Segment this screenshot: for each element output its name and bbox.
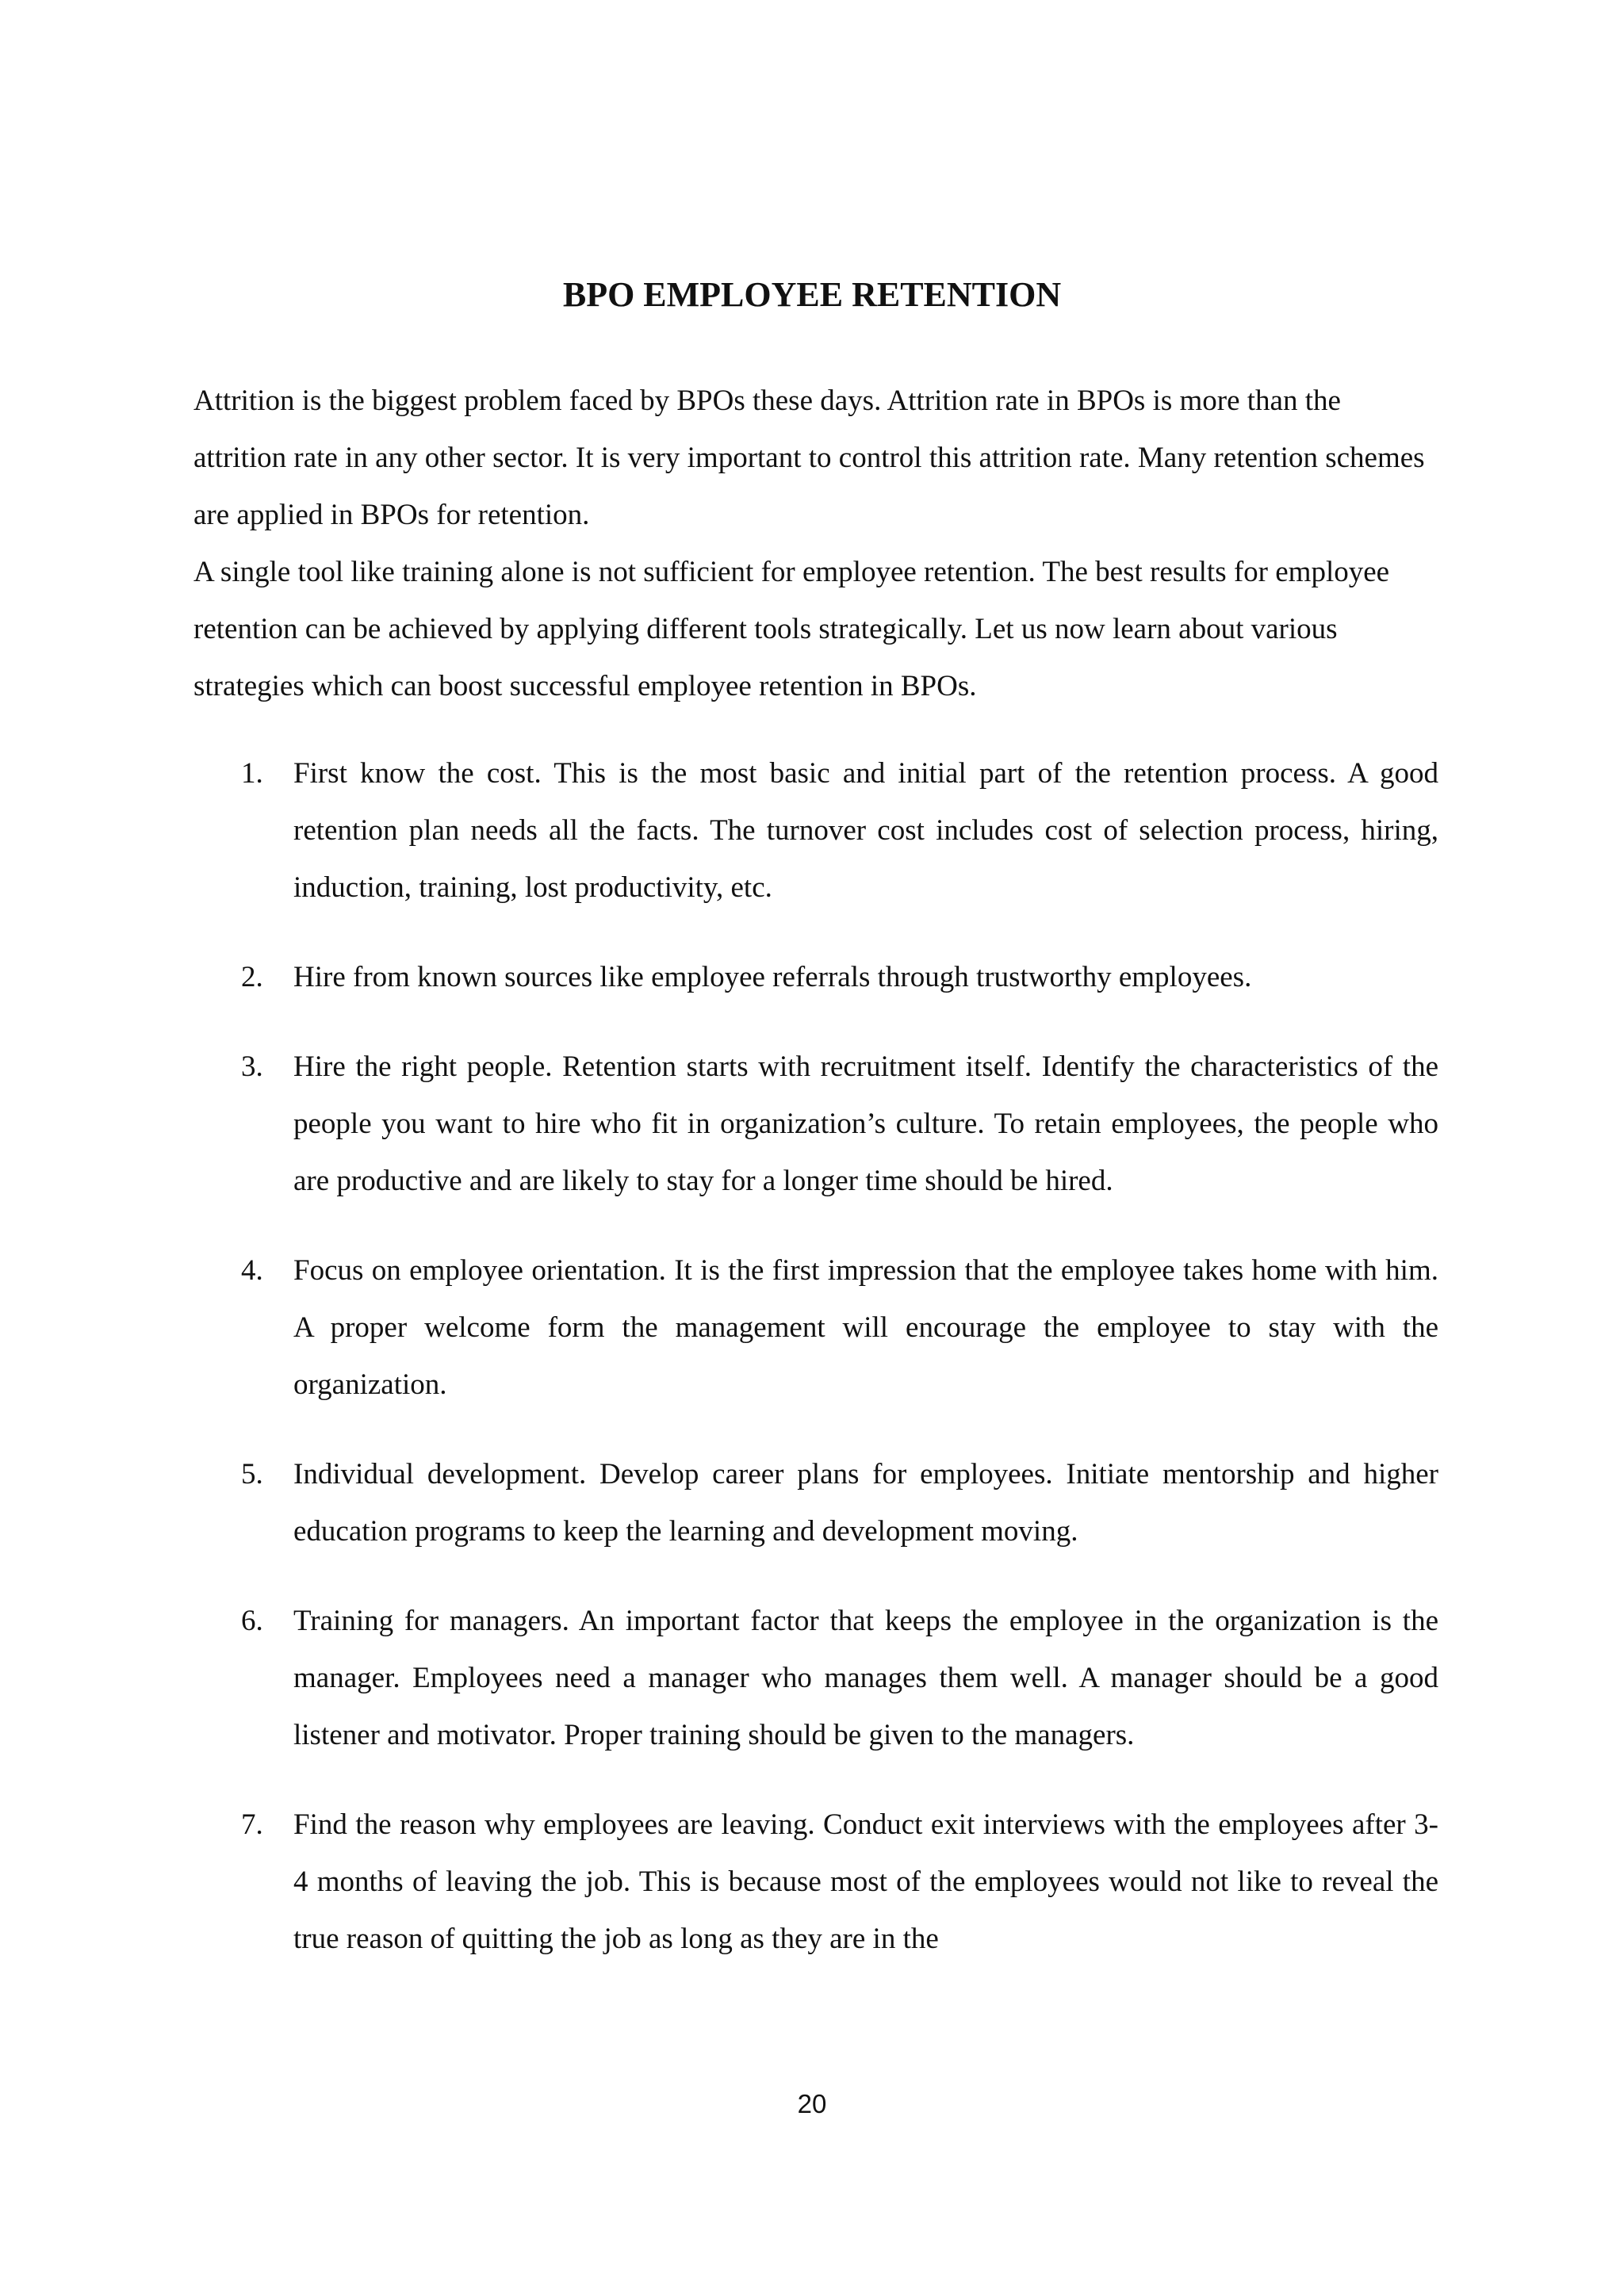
- page-number: 20: [797, 2089, 827, 2118]
- list-item: [193, 1593, 1438, 1764]
- intro-paragraph: A single tool like training alone is not sufficient for employee retention. The best results for employee retention can be achieved by applying different tools strategically. Let us now learn about various strategies which can boost successful employee retention in BPOs.: [193, 556, 1390, 702]
- list-item: [193, 1446, 1438, 1560]
- list-item-number: 1.: [241, 757, 263, 790]
- strategy-list: [193, 745, 1438, 1968]
- intro-paragraph: Attrition is the biggest problem faced by BPOs these days. Attrition rate in BPOs is more than the attrition rate in any other sector. It is very important to control this attrition rate. Many retention schemes are applied in BPOs for retention.: [193, 385, 1425, 531]
- list-item-number: 6.: [241, 1605, 263, 1637]
- intro-section: [193, 373, 1438, 715]
- list-item: [193, 745, 1438, 916]
- list-item-number: 4.: [241, 1254, 263, 1287]
- list-item: [193, 1242, 1438, 1414]
- list-item-number: 7.: [241, 1808, 263, 1841]
- list-item-text: Find the reason why employees are leaving. Conduct exit interviews with the employees after 3-4 months of leaving the job. This is because most of the employees would not like to reveal the true reason of quitting the job as long as they are in the: [293, 1808, 1438, 1955]
- list-item-text: First know the cost. This is the most basic and initial part of the retention process. A good retention plan needs all the facts. The turnover cost includes cost of selection process, hiring, induction, training, lost productivity, etc.: [293, 757, 1438, 904]
- document-body: [193, 373, 1438, 2000]
- list-item-text: Hire the right people. Retention starts with recruitment itself. Identify the characteristics of the people you want to hire who fit in organization’s culture. To retain employees, the people who are productive and are likely to stay for a longer time should be hired.: [293, 1050, 1438, 1197]
- list-item-text: Training for managers. An important factor that keeps the employee in the organization is the manager. Employees need a manager who manages them well. A manager should be a good listener and motivator. Proper training should be given to the managers.: [293, 1605, 1438, 1751]
- list-item-text: Individual development. Develop career plans for employees. Initiate mentorship and higher education programs to keep the learning and development moving.: [293, 1458, 1438, 1548]
- list-item-text: Hire from known sources like employee referrals through trustworthy employees.: [293, 961, 1252, 993]
- list-item: [193, 1039, 1438, 1210]
- list-item: [193, 949, 1438, 1006]
- list-item: [193, 1797, 1438, 1968]
- list-item-number: 2.: [241, 961, 263, 993]
- list-item-text: Focus on employee orientation. It is the first impression that the employee takes home with him. A proper welcome form the management will encourage the employee to stay with the organization.: [293, 1254, 1438, 1401]
- list-item-number: 5.: [241, 1458, 263, 1490]
- list-item-number: 3.: [241, 1050, 263, 1083]
- page-title: BPO EMPLOYEE RETENTION: [562, 275, 1062, 314]
